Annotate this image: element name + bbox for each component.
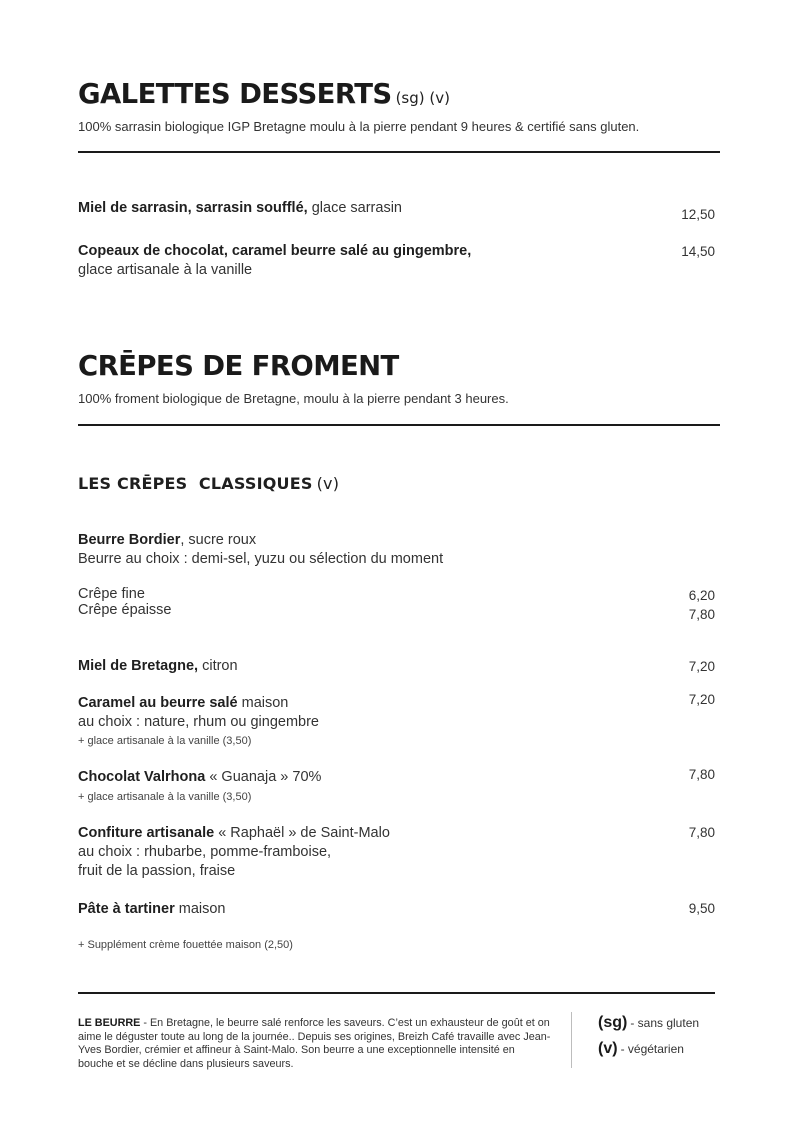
variant-price: 7,80 bbox=[688, 607, 715, 622]
section-divider bbox=[78, 424, 720, 426]
variant-label: Crêpe épaisse bbox=[78, 602, 172, 618]
butter-note-title: LE BEURRE bbox=[78, 1017, 141, 1029]
item-name: Miel de sarrasin, sarrasin soufflé, bbox=[78, 200, 308, 216]
menu-item-miel-bretagne bbox=[78, 657, 238, 675]
item-name: Confiture artisanale bbox=[78, 825, 215, 841]
footer-divider bbox=[78, 992, 715, 994]
item-name: Caramel au beurre salé bbox=[78, 695, 238, 711]
variant-label: Crêpe fine bbox=[78, 586, 145, 602]
butter-note bbox=[78, 1017, 553, 1071]
legend-label: - sans gluten bbox=[630, 1016, 700, 1030]
item-description: fruit de la passion, fraise bbox=[78, 863, 236, 879]
item-name: Copeaux de chocolat, caramel beurre salé au gingembre, bbox=[78, 243, 472, 259]
item-description: maison bbox=[237, 695, 289, 711]
item-name: Pâte à tartiner bbox=[78, 901, 175, 917]
legend-item-vegetarien bbox=[598, 1040, 684, 1058]
item-description: « Raphaël » de Saint-Malo bbox=[214, 825, 390, 841]
legend-item-sans-gluten bbox=[598, 1014, 699, 1032]
item-description: au choix : rhubarbe, pomme-framboise, bbox=[78, 844, 332, 860]
item-description: Beurre au choix : demi-sel, yuzu ou sélection du moment bbox=[78, 551, 444, 567]
item-price: 7,20 bbox=[688, 659, 715, 674]
gluten-free-symbol: (sg) bbox=[598, 1014, 628, 1031]
section-intro-crepes: 100% froment biologique de Bretagne, moulu à la pierre pendant 3 heures. bbox=[78, 391, 509, 406]
diet-tags: (sg) (v) bbox=[395, 89, 450, 107]
menu-item-caramel bbox=[78, 694, 288, 712]
item-description: glace artisanale à la vanille bbox=[78, 262, 253, 278]
item-description: , sucre roux bbox=[180, 532, 257, 548]
item-price: 7,80 bbox=[688, 825, 715, 840]
variant-price: 6,20 bbox=[688, 588, 715, 603]
item-name: Beurre Bordier bbox=[78, 532, 181, 548]
diet-tags: (v) bbox=[316, 474, 340, 493]
menu-item-confiture bbox=[78, 824, 390, 842]
section-divider bbox=[78, 151, 720, 153]
legend-label: - végétarien bbox=[620, 1042, 684, 1056]
legend-divider bbox=[571, 1012, 572, 1068]
item-price: 14,50 bbox=[681, 244, 715, 259]
menu-item-chocolat bbox=[78, 768, 321, 786]
item-description: au choix : nature, rhum ou gingembre bbox=[78, 714, 319, 730]
item-extra: + glace artisanale à la vanille (3,50) bbox=[78, 735, 252, 747]
item-price: 7,80 bbox=[688, 767, 715, 782]
subsection-title-text: LES CRĒPES CLASSIQUES bbox=[78, 474, 313, 493]
item-price: 9,50 bbox=[688, 901, 715, 916]
menu-item-galette-chocolat bbox=[78, 242, 471, 260]
butter-note-text: - En Bretagne, le beurre salé renforce les saveurs. C’est un exhausteur de goût et on aime le déguster toute au long de la journée.. Depuis ses origines, Breizh Café travaille avec Jean-Yves Bordier, crémier et affineur à Saint-Malo. Son beurre a une exceptionnelle intensité en bouche et se décline dans plusieurs saveurs. bbox=[78, 1017, 551, 1070]
item-description: citron bbox=[198, 658, 238, 674]
item-description: maison bbox=[174, 901, 226, 917]
supplement-note: + Supplément crème fouettée maison (2,50) bbox=[78, 939, 293, 951]
item-description: « Guanaja » 70% bbox=[205, 769, 322, 785]
section-title-text: GALETTES DESSERTS bbox=[78, 78, 392, 110]
item-name: Chocolat Valrhona bbox=[78, 769, 206, 785]
subsection-title-classiques bbox=[78, 474, 339, 493]
item-description: glace sarrasin bbox=[307, 200, 402, 216]
menu-item-galette-miel bbox=[78, 199, 402, 217]
item-price: 12,50 bbox=[681, 207, 715, 222]
item-price: 7,20 bbox=[688, 692, 715, 707]
vegetarian-symbol: (v) bbox=[598, 1040, 618, 1057]
section-title-crepes: CRĒPES DE FROMENT bbox=[78, 350, 399, 382]
menu-item-beurre-bordier bbox=[78, 531, 256, 549]
section-intro-galettes: 100% sarrasin biologique IGP Bretagne moulu à la pierre pendant 9 heures & certifié sans gluten. bbox=[78, 119, 640, 134]
item-extra: + glace artisanale à la vanille (3,50) bbox=[78, 791, 252, 803]
menu-item-pate-tartiner bbox=[78, 900, 226, 918]
item-name: Miel de Bretagne, bbox=[78, 658, 199, 674]
section-title-galettes bbox=[78, 78, 450, 110]
